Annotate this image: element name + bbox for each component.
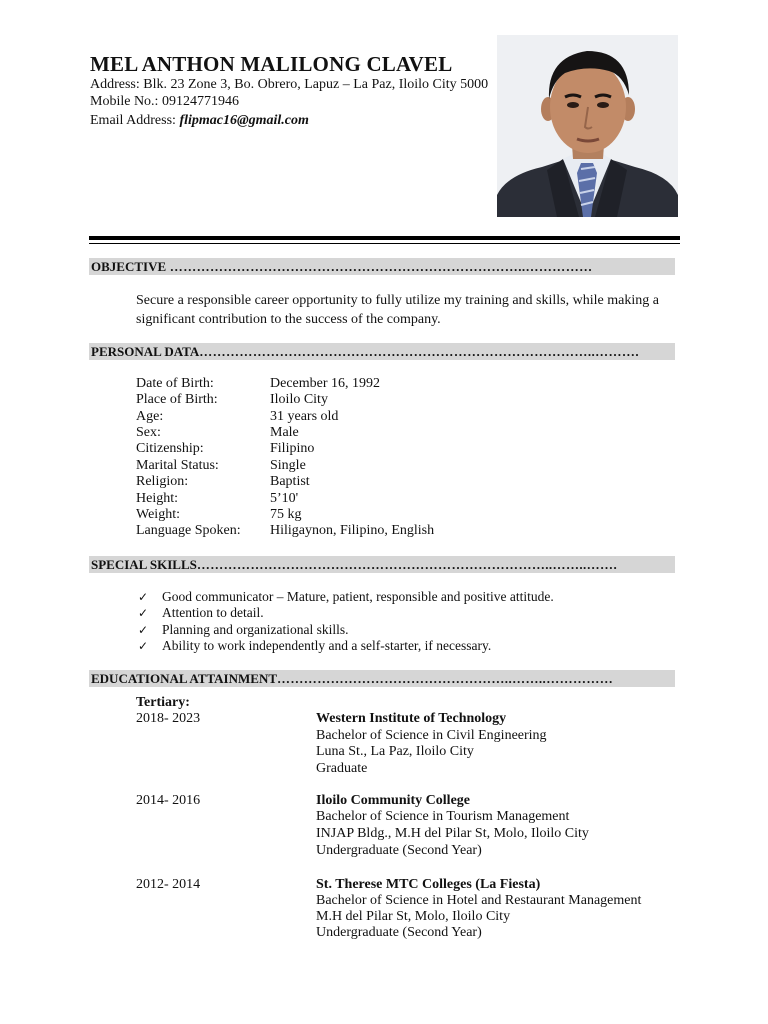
personal-data-label: Place of Birth:: [136, 392, 218, 407]
skill-text: Ability to work independently and a self-starter, if necessary.: [162, 638, 492, 653]
skill-text: Good communicator – Mature, patient, responsible and positive attitude.: [162, 589, 554, 604]
education-level: Tertiary:: [136, 695, 190, 710]
skill-item: [138, 605, 264, 621]
personal-data-value: Hiligaynon, Filipino, English: [270, 523, 435, 538]
special-skills-section-header: [89, 556, 675, 573]
personal-data-dots: ……………………………………………………………………………..……….: [199, 344, 639, 359]
profile-photo: [497, 35, 678, 217]
personal-data-label: Age:: [136, 409, 164, 424]
header-rule-thick: [89, 236, 680, 240]
skill-text: Attention to detail.: [162, 605, 264, 620]
personal-data-value: 31 years old: [270, 409, 339, 424]
skill-item: [138, 638, 491, 654]
personal-data-label: Religion:: [136, 474, 189, 489]
education-detail: INJAP Bldg., M.H del Pilar St, Molo, Iloilo City: [316, 826, 589, 841]
applicant-name: MEL ANTHON MALILONG CLAVEL: [90, 52, 453, 76]
address-line: Address: Blk. 23 Zone 3, Bo. Obrero, Lapuz – La Paz, Iloilo City 5000: [90, 77, 489, 92]
objective-title: OBJECTIVE: [91, 259, 167, 274]
personal-data-value: Single: [270, 458, 306, 473]
education-detail: Bachelor of Science in Tourism Management: [316, 809, 570, 824]
personal-data-label: Date of Birth:: [136, 376, 214, 391]
education-school: Iloilo Community College: [316, 793, 470, 808]
education-detail: Graduate: [316, 761, 368, 776]
personal-data-value: 5’10': [270, 491, 299, 506]
header-rule-thin: [89, 243, 680, 244]
skill-item: [138, 589, 554, 605]
personal-data-title: PERSONAL DATA: [91, 344, 200, 359]
education-period: 2014- 2016: [136, 793, 201, 808]
special-skills-dots: ……………………………………………………………………..……..…….: [196, 557, 618, 572]
education-period: 2012- 2014: [136, 877, 201, 892]
personal-data-label: Marital Status:: [136, 458, 219, 473]
objective-dots: ……………………………………………………………………..……………: [166, 259, 593, 274]
education-school: Western Institute of Technology: [316, 711, 507, 726]
email-line: [90, 113, 309, 129]
education-section-header: [89, 670, 675, 687]
education-detail: Undergraduate (Second Year): [316, 843, 482, 858]
education-detail: Bachelor of Science in Hotel and Restaurant Management: [316, 893, 642, 908]
personal-data-value: Baptist: [270, 474, 310, 489]
education-title: EDUCATIONAL ATTAINMENT: [91, 671, 277, 686]
objective-section-header: [89, 258, 675, 275]
personal-data-value: Filipino: [270, 441, 315, 456]
personal-data-section-header: [89, 343, 675, 360]
education-detail: Bachelor of Science in Civil Engineering: [316, 728, 547, 743]
education-school: St. Therese MTC Colleges (La Fiesta): [316, 877, 541, 892]
special-skills-title: SPECIAL SKILLS: [91, 557, 197, 572]
personal-data-label: Sex:: [136, 425, 161, 440]
check-icon: ✓: [138, 623, 149, 637]
check-icon: ✓: [138, 606, 149, 620]
education-detail: Luna St., La Paz, Iloilo City: [316, 744, 474, 759]
personal-data-label: Height:: [136, 491, 178, 506]
education-detail: M.H del Pilar St, Molo, Iloilo City: [316, 909, 511, 924]
personal-data-value: Iloilo City: [270, 392, 328, 407]
check-icon: ✓: [138, 590, 149, 604]
education-dots: ……………………………………………..……..……………: [277, 671, 614, 686]
skill-item: [138, 622, 348, 638]
email-address: flipmac16@gmail.com: [179, 113, 309, 128]
personal-data-value: December 16, 1992: [270, 376, 381, 391]
personal-data-label: Citizenship:: [136, 441, 204, 456]
education-period: 2018- 2023: [136, 711, 201, 726]
education-detail: Undergraduate (Second Year): [316, 925, 482, 940]
personal-data-value: Male: [270, 425, 299, 440]
skill-text: Planning and organizational skills.: [162, 622, 349, 637]
personal-data-label: Weight:: [136, 507, 180, 522]
mobile-line: Mobile No.: 09124771946: [90, 94, 239, 109]
email-label: Email Address:: [90, 113, 180, 128]
personal-data-value: 75 kg: [270, 507, 302, 522]
check-icon: ✓: [138, 639, 149, 653]
objective-text: Secure a responsible career opportunity to fully utilize my training and skills, while making a significant contribution to the success of the company.: [136, 293, 659, 327]
personal-data-label: Language Spoken:: [136, 523, 241, 538]
